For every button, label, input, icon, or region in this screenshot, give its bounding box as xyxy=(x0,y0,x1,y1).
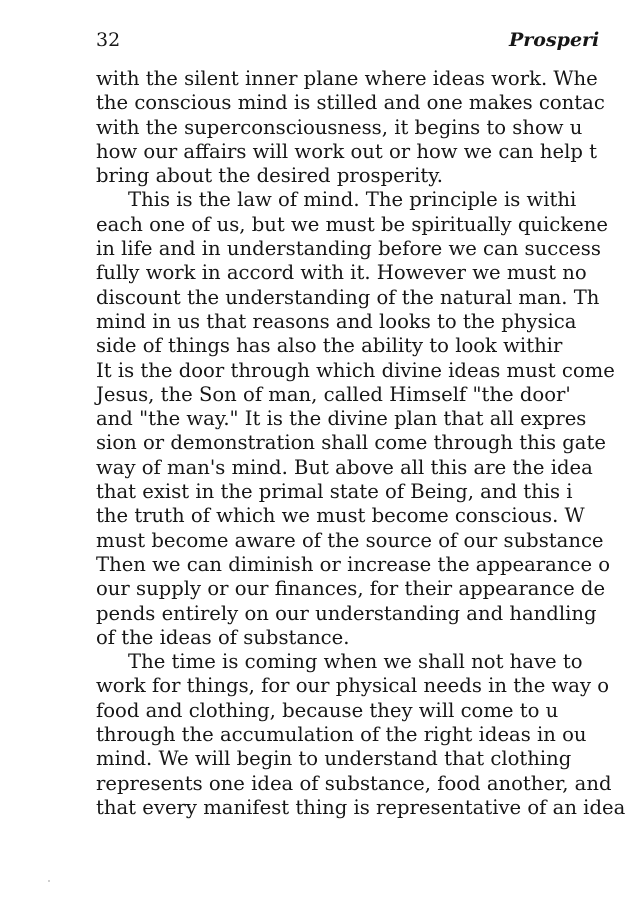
text-line: fully work in accord with it. However we must no xyxy=(96,261,587,285)
text-line: side of things has also the ability to look withir xyxy=(96,334,563,358)
text-line: that every manifest thing is representative of an idea xyxy=(96,795,625,819)
text-line: way of man's mind. But above all this are the idea xyxy=(96,455,593,479)
text-line: The time is coming when we shall not have to xyxy=(128,650,583,674)
text-line: our supply or our finances, for their appearance de xyxy=(96,577,606,601)
text-line: This is the law of mind. The principle is withi xyxy=(128,188,577,212)
text-line: mind. We will begin to understand that clothing xyxy=(96,747,572,771)
text-line: with the silent inner plane where ideas work. Whe xyxy=(96,67,598,90)
text-line: through the accumulation of the right ideas in ou xyxy=(96,723,587,747)
text-line: and "the way." It is the divine plan that all expres xyxy=(96,407,587,431)
text-line: the conscious mind is stilled and one makes contac xyxy=(96,91,605,115)
text-line: the truth of which we must become conscious. W xyxy=(96,504,585,528)
body-text xyxy=(96,67,625,820)
text-line: how our affairs will work out or how we can help t xyxy=(96,139,598,163)
text-line: sion or demonstration shall come through this gate xyxy=(96,431,606,455)
text-line: that exist in the primal state of Being, and this i xyxy=(96,480,573,504)
text-line: Jesus, the Son of man, called Himself "the door' xyxy=(96,382,571,406)
scan-speck xyxy=(48,880,50,882)
text-line: represents one idea of substance, food another, and xyxy=(96,771,612,795)
text-line: must become aware of the source of our substance xyxy=(96,528,604,552)
text-line: with the superconsciousness, it begins to show u xyxy=(96,115,583,139)
text-line: pends entirely on our understanding and handling xyxy=(96,601,597,625)
text-line: food and clothing, because they will come to u xyxy=(96,698,559,722)
text-line: bring about the desired prosperity. xyxy=(96,164,443,188)
text-line: Then we can diminish or increase the appearance o xyxy=(96,552,611,576)
page-number: 32 xyxy=(96,29,121,51)
page-header xyxy=(0,29,600,53)
text-line: It is the door through which divine ideas must come xyxy=(96,358,615,382)
text-line: work for things, for our physical needs in the way o xyxy=(96,674,610,698)
running-head: Prosperi xyxy=(509,29,600,51)
text-line: mind in us that reasons and looks to the physica xyxy=(96,309,577,333)
text-line: discount the understanding of the natural man. Th xyxy=(96,285,600,309)
text-line: each one of us, but we must be spiritually quickene xyxy=(96,212,608,236)
text-line: of the ideas of substance. xyxy=(96,625,350,649)
text-line: in life and in understanding before we can success xyxy=(96,237,601,261)
